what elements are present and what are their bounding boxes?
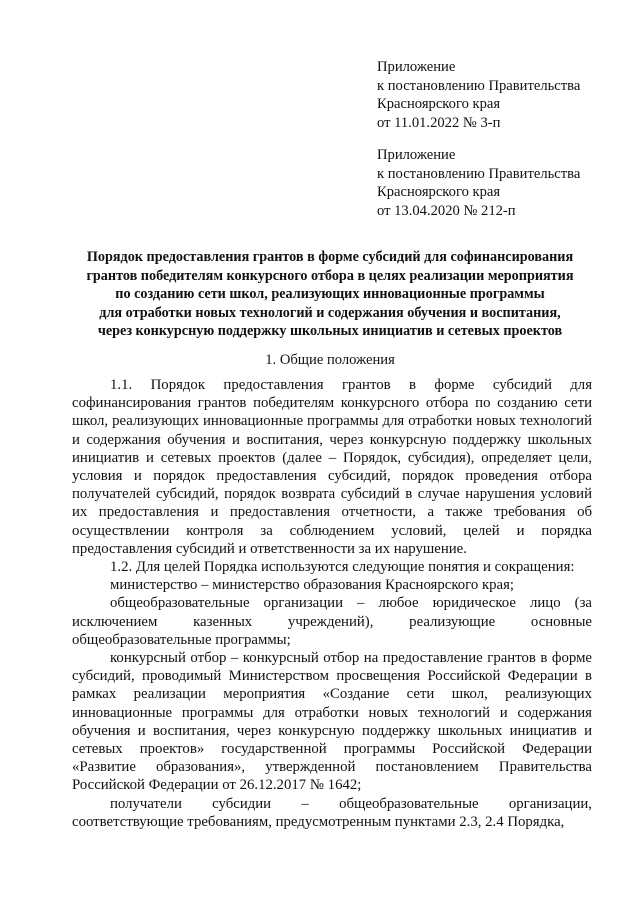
title-line: для отработки новых технологий и содержания обучения и воспитания, [99, 304, 561, 321]
paragraph-1-1: 1.1. Порядок предоставления грантов в форме субсидий для софинансирования грантов победителям конкурсного отбора по созданию сети школ, реализующих инновационные программы для отработки новых технологий и содержания обучения и воспитания, через конкурсную поддержку школьных инициатив и сетевых проектов (далее – Порядок, субсидия), определяет цели, условия и порядок предоставления субсидий, порядок проведения отбора получателей субсидий, порядок возврата субсидий в случае нарушения условий их предоставления и предоставления отчетности, а также требования об осуществлении контроля за соблюдением условий, целей и порядка предоставления субсидий и ответственности за их нарушение. [72, 377, 592, 557]
document-title [60, 248, 600, 341]
definition-ministry: министерство – министерство образования Красноярского края; [110, 577, 515, 594]
section-heading: 1. Общие положения [265, 352, 395, 368]
annex-block-2022 [377, 58, 580, 132]
definition-recipients: получатели субсидии – общеобразовательные организации, соответствующие требованиям, предусмотренным пунктами 2.3, 2.4 Порядка, [72, 795, 592, 830]
annex-date-number: от 13.04.2020 № 212-п [377, 202, 516, 219]
annex-resolution-line: к постановлению Правительства [377, 77, 581, 94]
definition-competitive-selection: конкурсный отбор – конкурсный отбор на предоставление грантов в форме субсидий, проводимый Министерством просвещения Российской Федерации в рамках реализации мероприятия «Создание сети школ, реализующих инновационные программы для отработки новых технологий и содержания обучения и воспитания, через конкурсную поддержку школьных инициатив и сетевых проектов» государственной программы Российской Федерации «Развитие образования», утвержденной постановлением Правительства Российской Федерации от 26.12.2017 № 1642; [72, 650, 592, 794]
annex-label: Приложение [377, 147, 456, 163]
title-line: Порядок предоставления грантов в форме субсидий для софинансирования [86, 249, 574, 265]
definition-organizations: общеобразовательные организации – любое юридическое лицо (за исключением казенных учреждений), реализующие основные общеобразовательные программы; [72, 595, 592, 648]
annex-region-line: Красноярского края [377, 184, 501, 200]
title-line: через конкурсную поддержку школьных инициатив и сетевых проектов [97, 323, 563, 340]
paragraph-1-2: 1.2. Для целей Порядка используются следующие понятия и сокращения: [110, 559, 575, 576]
annex-date-number: от 11.01.2022 № 3-п [377, 114, 501, 131]
document-body [72, 376, 592, 831]
annex-label: Приложение [377, 59, 456, 75]
title-line: по созданию сети школ, реализующих инновационные программы [115, 286, 545, 303]
annex-block-2020 [377, 146, 580, 220]
title-line: грантов победителям конкурсного отбора в целях реализации мероприятия [86, 267, 574, 284]
annex-resolution-line: к постановлению Правительства [377, 165, 581, 182]
annex-region-line: Красноярского края [377, 96, 501, 112]
